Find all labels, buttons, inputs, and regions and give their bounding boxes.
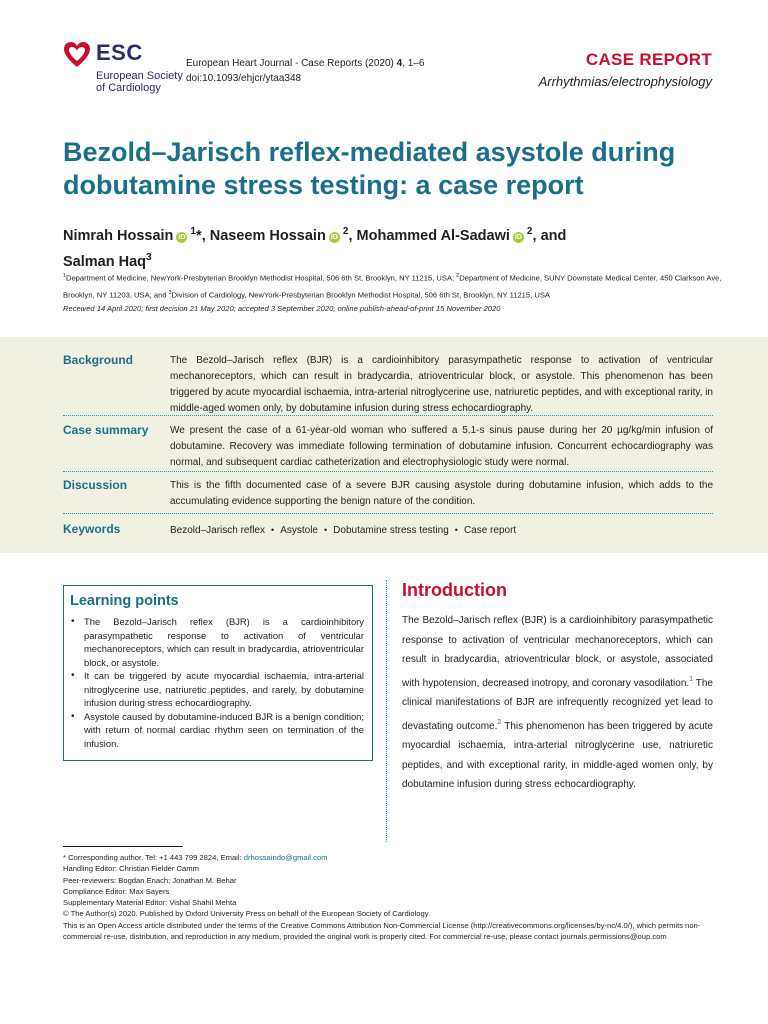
journal-doi[interactable]: doi:10.1093/ehjcr/ytaa348 (186, 73, 302, 84)
author-name: Naseem Hossain (209, 227, 326, 244)
abstract-box (0, 337, 768, 553)
author-email-link[interactable]: drhossaindo@gmail.com (243, 853, 328, 862)
article-type: CASE REPORT (585, 50, 712, 69)
keyword: Dobutamine stress testing (333, 525, 449, 536)
affiliation-text: Department of Medicine, SUNY Downstate Medical Center, 450 Clarkson Ave, Brooklyn, NY 11203, USA; and (63, 273, 722, 300)
intro-text-part1: The Bezold–Jarisch reflex (BJR) is a cardioinhibitory parasympathetic response to activation of ventricular mechanoreceptors, which can result in bradycardia, atrioventricular block, or asystole, associated with hypotension, decreased inotropy, and coronary vasodilation. (402, 615, 713, 689)
abstract-keywords-label: Keywords (63, 522, 121, 536)
intro-text-part3: This phenomenon has been triggered by acute myocardial ischaemia, intra-arterial nitroglycerine use, natriuretic peptides, and with exceptional rarity, in middle-aged women only, by dobutamine infusion during stress echocardiography. (402, 720, 713, 790)
journal-line (186, 56, 424, 71)
abstract-divider (63, 513, 713, 514)
learning-points-list (70, 615, 364, 750)
learning-point (70, 669, 364, 710)
keyword-separator: • (271, 525, 275, 535)
abstract-summary-text: We present the case of a 61-year-old woman who suffered a 5.1-s sinus pause during her 20 µg/kg/min infusion of dobutamine. Recovery was immediate following termination of dobutamine infusion. Concurrent echocardiography was normal, and subsequent cardiac catheterization and electrophysiologic study were normal. (170, 425, 713, 468)
intro-text-part2: The clinical manifestations of BJR are infrequently recognized yet lead to devastating outcome. (402, 677, 713, 732)
article-title: Bezold–Jarisch reflex-mediated asystole during dobutamine stress testing: a case report (63, 137, 676, 200)
article-dates: Received 14 April 2020; first decision 21 May 2020; accepted 3 September 2020; online publish-ahead-of-print 15 November 2020 (63, 304, 501, 313)
journal-pages: , 1–6 (402, 58, 425, 69)
author (63, 228, 210, 244)
supplementary-editor: Supplementary Material Editor: Vishal Shahil Mehta (63, 898, 237, 908)
learning-point-text: It can be triggered by acute myocardial ischaemia, intra-arterial nitroglycerine use, natriuretic peptides, and rarely, by dobutamine infusion during stress echocardiography. (84, 670, 364, 708)
keyword-separator: • (454, 525, 458, 535)
keyword-separator: • (324, 525, 328, 535)
footnotes (63, 852, 713, 942)
journal-name: European Heart Journal - Case Reports (2020) (186, 58, 394, 69)
affiliation-number: 1 (63, 273, 66, 279)
footnote-rule (63, 846, 183, 847)
reference-link[interactable]: 2 (497, 718, 502, 726)
bullet-icon: • (71, 670, 75, 681)
journal-citation (186, 56, 424, 86)
author-name: Nimrah Hossain (63, 227, 174, 244)
orcid-icon[interactable]: iD (178, 233, 186, 241)
affiliation-number: 3 (168, 289, 172, 296)
abstract-summary-label: Case summary (63, 423, 149, 437)
author-separator: , and (532, 227, 567, 244)
logo-society-line1: European Society (96, 70, 183, 82)
abstract-discussion-label: Discussion (63, 478, 128, 492)
bullet-icon: • (71, 616, 75, 627)
author-affiliation-number: 2 (526, 226, 533, 237)
keyword: Asystole (280, 525, 318, 536)
author-name: Salman Haq (63, 253, 146, 270)
author-affiliation-number: 3 (146, 251, 152, 263)
author-affiliation-number: 1 (190, 226, 197, 237)
affiliation-number: 2 (456, 273, 460, 279)
logo-society-text (96, 70, 183, 94)
affiliation-text: Division of Cardiology, NewYork-Presbyterian Brooklyn Methodist Hospital, 506 6th St, Brooklyn, NY 11215, USA (171, 290, 550, 300)
corresponding-author (63, 852, 713, 863)
keyword: Case report (463, 525, 517, 536)
introduction-text (402, 611, 713, 795)
article-subject: Arrhythmias/electrophysiology (538, 74, 712, 89)
bullet-icon: • (71, 710, 75, 722)
reference-link[interactable]: 1 (689, 675, 694, 683)
handling-editor: Handling Editor: Christian Fielder Camm (63, 864, 199, 874)
esc-heart-logo-icon (62, 40, 92, 70)
author-name: Mohammed Al-Sadawi (356, 227, 510, 244)
compliance-editor: Compliance Editor: Max Sayers (63, 886, 170, 896)
learning-point (70, 710, 364, 751)
orcid-icon[interactable]: iD (330, 233, 338, 241)
copyright: © The Author(s) 2020. Published by Oxford University Press on behalf of the European Society of Cardiology. (63, 909, 431, 919)
abstract-background-text: The Bezold–Jarisch reflex (BJR) is a cardioinhibitory parasympathetic response to activation of ventricular mechanoreceptors, which can result in bradycardia, atrioventricular block, or asystole. This phenomenon has been triggered by acute myocardial ischaemia, intra-arterial nitroglycerine use, natriuretic peptides, and with exceptional rarity, in middle-aged women only, by dobutamine infusion during stress echocardiography. (170, 355, 713, 414)
license: This is an Open Access article distributed under the terms of the Creative Commons Attribution Non-Commercial License (http://creativecommons.org/licenses/by-nc/4.0/), which permits non-commercial re-use, distribution, and reproduction in any medium, provided the original work is properly cited. For commercial re-use, please contact journals.permissions@oup.com (63, 920, 701, 942)
abstract-discussion-text: This is the fifth documented case of a severe BJR causing asystole during dobutamine infusion, which adds to the accumulating evidence supporting the benign nature of the condition. (170, 480, 713, 507)
corresponding-mark: * (196, 227, 202, 244)
introduction-heading: Introduction (402, 580, 507, 600)
author (210, 228, 357, 244)
abstract-divider (63, 415, 713, 416)
keyword-list (170, 522, 713, 539)
orcid-icon[interactable]: iD (514, 233, 522, 241)
corresponding-prefix: * Corresponding author. Tel: +1 443 799 2824, Email: (63, 853, 244, 862)
abstract-divider (63, 471, 713, 472)
author (357, 228, 567, 244)
logo-esc-text: ESC (96, 40, 143, 65)
peer-reviewers: Peer-reviewers: Bogdan Enach; Jonathan M. Behar (63, 875, 237, 885)
learning-points-title: Learning points (70, 593, 179, 609)
journal-volume: 4 (396, 58, 403, 69)
author-separator: , (348, 227, 357, 244)
author-affiliation-number: 2 (342, 226, 349, 237)
author-separator: , (201, 227, 210, 244)
author (63, 251, 152, 270)
learning-point-text: Asystole caused by dobutamine-induced BJR is a benign condition; with return of normal cardiac rhythm seen on termination of the infusion. (84, 710, 364, 749)
column-divider (386, 580, 387, 842)
author-list (63, 221, 723, 273)
logo-society-line2: of Cardiology (96, 82, 161, 94)
learning-point-text: The Bezold–Jarisch reflex (BJR) is a cardioinhibitory parasympathetic response to activation of ventricular mechanoreceptors, which can result in bradycardia, atrioventricular block, or asystole. (84, 616, 364, 668)
abstract-background-label: Background (63, 353, 134, 367)
learning-point (70, 615, 364, 669)
affiliation-text: Department of Medicine, NewYork-Presbyterian Brooklyn Methodist Hospital, 506 6th St, Brooklyn, NY 11215, USA; (65, 273, 457, 283)
affiliations (63, 269, 723, 302)
keyword: Bezold–Jarisch reflex (170, 525, 266, 536)
